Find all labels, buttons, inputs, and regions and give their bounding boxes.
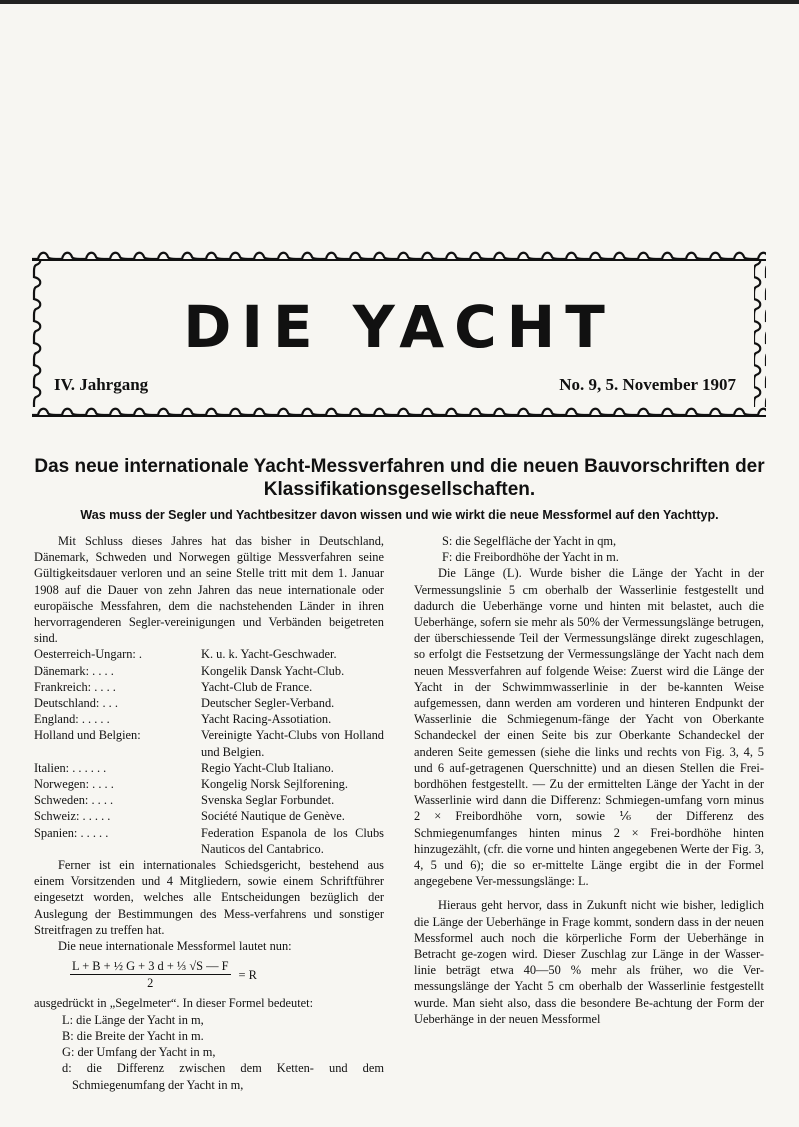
article-headline: Das neue internationale Yacht-Messverfahren und die neuen Bauvorschriften der Klassifikationsgesellschaften. — [34, 456, 765, 500]
right-column — [414, 533, 764, 1027]
masthead-volume: IV. Jahrgang — [54, 375, 149, 394]
club-row — [34, 776, 384, 792]
club-row — [34, 663, 384, 679]
club-name: Kongelig Norsk Sejlforening. — [201, 777, 348, 792]
club-country: Spanien: . . . . . — [34, 825, 109, 840]
club-name: Deutscher Segler-Verband. — [201, 696, 335, 711]
definition-item: S: die Segelfläche der Yacht in qm, — [442, 534, 617, 548]
club-country: Schweden: . . . . — [34, 793, 114, 808]
club-row — [34, 646, 384, 662]
definition-item: L: die Länge der Yacht in m, — [62, 1012, 204, 1027]
formula-fraction — [70, 958, 231, 991]
formula-after: ausgedrückt in „Segelmeter“. In dieser Formel bedeutet: — [34, 996, 314, 1011]
club-name: Vereinigte Yacht-Clubs von Holland und Belgien. — [201, 728, 384, 759]
formula-denominator: 2 — [147, 976, 154, 991]
club-list — [34, 646, 384, 857]
club-name: Federation Espanola de los Clubs Nauticos del Cantabrico. — [201, 825, 384, 856]
definition-item: B: die Breite der Yacht in m. — [62, 1028, 204, 1043]
club-country: Holland und Belgien: — [34, 728, 141, 743]
overhang-paragraph: Hieraus geht hervor, dass in Zukunft nicht wie bisher, lediglich die Länge der Ueberhänge in Frage kommt, sondern dass in der neuen Messformel auch noch die körperliche Form der Ueberhänge in Betracht ge-zogen wird. Dieser Zuschlag zur Länge in der Wasser-linie beträgt etwa 40—50 % mehr als früher, wo die Ver-messungslänge der Yacht 5 cm oberhalb der Wasserlinie festgestellt wurde. Man sieht also, dass die besondere Be-achtung der Form der Ueberhänge in der neuen Messformel — [414, 898, 764, 1026]
intro-paragraph: Mit Schluss dieses Jahres hat das bisher in Deutschland, Dänemark, Schweden und Norwegen gültige Messverfahren seine Gültigkeitsdauer verloren und an seine Stelle tritt mit dem 1. Januar 1908 auf die Dauer von zehn Jahren das neue internationale oder europäische Messfahren, dem die nachstehenden Länder in ihren hervorragenderen Segler-vereinigungen und Verbänden beigetreten sind. — [34, 534, 384, 646]
article-subheadline: Was muss der Segler und Yachtbesitzer davon wissen und wie wirkt die neue Messformel auf den Yachttyp. — [80, 508, 719, 522]
masthead-title: DIE YACHT — [183, 293, 615, 361]
club-row — [34, 727, 384, 759]
page-top-edge — [0, 0, 799, 4]
formula-intro: Die neue internationale Messformel lautet nun: — [58, 939, 292, 954]
measurement-formula — [70, 958, 384, 991]
club-country: Dänemark: . . . . — [34, 663, 114, 678]
club-country: Schweiz: . . . . . — [34, 809, 111, 824]
club-row — [34, 711, 384, 727]
club-country: Oesterreich-Ungarn: . — [34, 647, 143, 662]
club-name: K. u. k. Yacht-Geschwader. — [201, 647, 337, 662]
club-row — [34, 792, 384, 808]
club-name: Svenska Seglar Forbundet. — [201, 793, 335, 808]
formula-result: = R — [238, 967, 257, 982]
arbitration-paragraph: Ferner ist ein internationales Schiedsgericht, bestehend aus einem Vorsitzenden und 4 Mitgliedern, sowie einem Schriftführer eingesetzt worden, welches alle Entscheidungen bezüglich der Auslegung der Bestimmungen des Mess-verfahrens und sonstiger Streitfragen zu treffen hat. — [34, 858, 384, 937]
definition-item: F: die Freibordhöhe der Yacht in m. — [442, 550, 619, 565]
club-name: Kongelik Dansk Yacht-Club. — [201, 663, 345, 678]
masthead-issue: No. 9, 5. November 1907 — [559, 375, 736, 394]
masthead — [32, 249, 766, 419]
length-paragraph: Die Länge (L). Wurde bisher die Länge der Yacht in der Vermessungslinie 5 cm oberhalb der Wasserlinie festgestellt und dadurch die Ueberhänge vorne und hinten mit belastet, auch die Ueberhänge, sofern sie mehr als 50% der Vermessungslänge betrugen, der überschiessende Teil der Vermessungslänge direkt zugeschlagen, so erfolgt die Festsetzung der Vermessungslänge der Yacht nach dem neuen Messverfahren auf folgende Weise: Zuerst wird die Länge der Yacht in der Schwimmwasserlinie in der be-kannten Weise aufgemessen, dann werden am vorderen und hinteren Endpunkt der Wasserlinie die Schmiegenum-fänge der Yacht von Oberkante Schandeckel der einen Seite bis zur Oberkante Schandeckel der anderen Seite gemessen (siehe die links und rechts von Fig. 3, 4, 5 und 6 auf-getragenen Querschnitte) und an diesen Stellen die Frei-bordhöhen festgestellt. — Zu der ermittelten Länge der Yacht in der Wasserlinie wird dann die Differenz: Schmiegen-umfang vorn minus 2 × Freibordhöhe vorn, sowie ⅙ der Differenz des Schmiegenumfanges hinten minus 2 × Frei-bordhöhe hinten hinzugezählt, (cfr. die vorne und hinten angegebenen Werte der Fig. 3, 4, 5 und 6); die so er-mittelte Länge ergibt die in der Formel angegebene Ver-messungslänge: L. — [414, 566, 764, 889]
club-name: Regio Yacht-Club Italiano. — [201, 760, 334, 775]
club-country: Italien: . . . . . . — [34, 760, 107, 775]
club-name: Yacht Racing-Assotiation. — [201, 712, 332, 727]
club-name: Yacht-Club de France. — [201, 679, 313, 694]
club-row — [34, 808, 384, 824]
club-row — [34, 695, 384, 711]
club-name: Société Nautique de Genève. — [201, 809, 345, 824]
definition-item: G: der Umfang der Yacht in m, — [62, 1045, 216, 1060]
left-column — [34, 533, 384, 1093]
club-row — [34, 825, 384, 857]
formula-numerator: L + B + ½ G + 3 d + ⅓ √S — F — [70, 958, 231, 975]
club-country: Frankreich: . . . . — [34, 679, 116, 694]
paragraph-gap — [414, 889, 764, 897]
club-country: Deutschland: . . . — [34, 696, 118, 711]
club-country: England: . . . . . — [34, 712, 110, 727]
club-country: Norwegen: . . . . — [34, 777, 114, 792]
club-row — [34, 760, 384, 776]
definition-item: d: die Differenz zwischen dem Ketten- und dem Schmiegenumfang der Yacht in m, — [62, 1061, 384, 1092]
club-row — [34, 679, 384, 695]
